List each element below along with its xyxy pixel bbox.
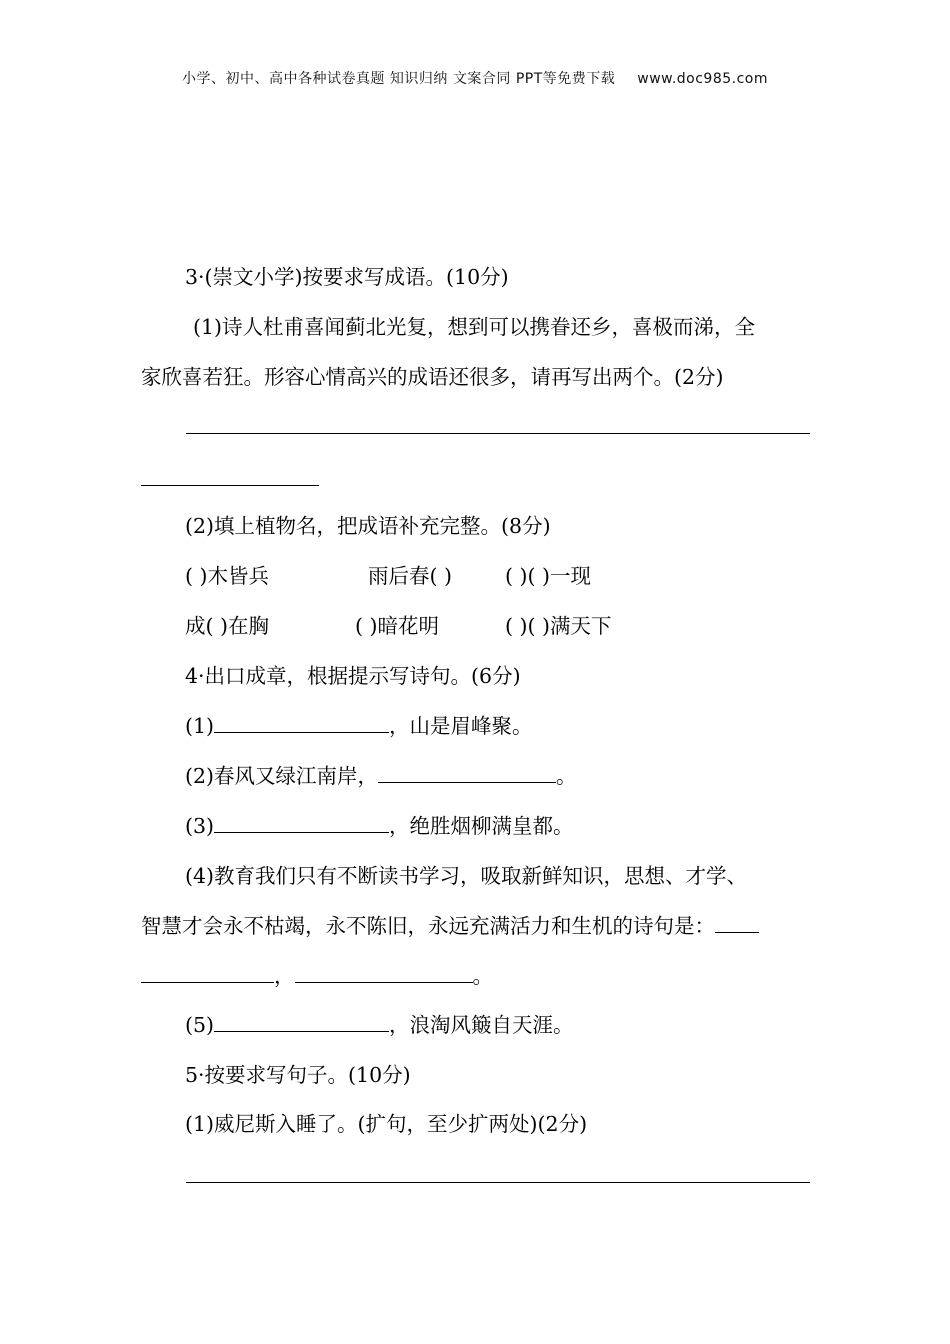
- q4-s5: [185, 1012, 574, 1038]
- q4-s4-text: 智慧才会永不枯竭，永不陈旧，永远充满活力和生机的诗句是：: [141, 914, 715, 938]
- q4-s4-line3: [141, 963, 493, 989]
- q5-title: 5·按要求写句子。(10分): [185, 1063, 411, 1087]
- q4-s3-suffix: ，绝胜烟柳满皇都。: [389, 814, 574, 838]
- q4-s4-line1: (4)教育我们只有不断读书学习，吸取新鲜知识，思想、才学、: [185, 864, 748, 888]
- answer-blank-q4-5[interactable]: [214, 1013, 389, 1032]
- answer-blank-q4-4a[interactable]: [715, 914, 759, 933]
- q4-s2-suffix: 。: [556, 764, 577, 788]
- q3-title: 3·(崇文小学)按要求写成语。(10分): [185, 265, 509, 289]
- q4-s1: [185, 713, 533, 739]
- idiom-blank-2[interactable]: 雨后春( ): [368, 564, 453, 588]
- q3-p1-line1: (1)诗人杜甫喜闻蓟北光复，想到可以携眷还乡，喜极而涕，全: [193, 315, 756, 339]
- answer-blank-q4-4b[interactable]: [141, 964, 274, 983]
- answer-line-q3-1b[interactable]: [141, 485, 319, 486]
- q4-s2: [185, 763, 577, 789]
- answer-blank-q4-3[interactable]: [214, 814, 389, 833]
- q4-s3: [185, 813, 574, 839]
- header-url[interactable]: www.doc985.com: [637, 71, 769, 87]
- q4-s3-prefix: (3): [185, 814, 215, 838]
- q5-s1: (1)威尼斯入睡了。(扩句，至少扩两处)(2分): [185, 1112, 588, 1136]
- answer-line-q5-1[interactable]: [186, 1182, 810, 1183]
- answer-blank-q4-2[interactable]: [378, 764, 556, 783]
- idiom-blank-1[interactable]: ( )木皆兵: [185, 564, 270, 588]
- q4-s2-prefix: (2)春风又绿江南岸，: [185, 764, 379, 788]
- idiom-blank-6[interactable]: ( )( )满天下: [505, 614, 612, 638]
- page-header: [0, 68, 950, 88]
- q4-s4-comma: ，: [274, 964, 295, 988]
- q4-s5-suffix: ，浪淘风簸自天涯。: [389, 1013, 574, 1037]
- q4-s4-end: 。: [472, 964, 493, 988]
- idiom-blank-3[interactable]: ( )( )一现: [505, 564, 592, 588]
- answer-line-q3-1a[interactable]: [186, 433, 810, 434]
- q4-s5-prefix: (5): [185, 1013, 215, 1037]
- q4-s4-line2: [141, 913, 759, 939]
- answer-blank-q4-1[interactable]: [214, 714, 389, 733]
- idiom-blank-5[interactable]: ( )暗花明: [355, 614, 440, 638]
- header-text: 小学、初中、高中各种试卷真题 知识归纳 文案合同 PPT等免费下载: [181, 71, 616, 87]
- q4-title: 4·出口成章，根据提示写诗句。(6分): [185, 664, 521, 688]
- answer-blank-q4-4c[interactable]: [295, 964, 473, 983]
- idiom-blank-4[interactable]: 成( )在胸: [185, 614, 270, 638]
- q4-s1-suffix: ，山是眉峰聚。: [389, 714, 533, 738]
- q4-s1-prefix: (1): [185, 714, 215, 738]
- q3-p2: (2)填上植物名，把成语补充完整。(8分): [185, 514, 551, 538]
- q3-p1-line2: 家欣喜若狂。形容心情高兴的成语还很多，请再写出两个。(2分): [141, 365, 724, 389]
